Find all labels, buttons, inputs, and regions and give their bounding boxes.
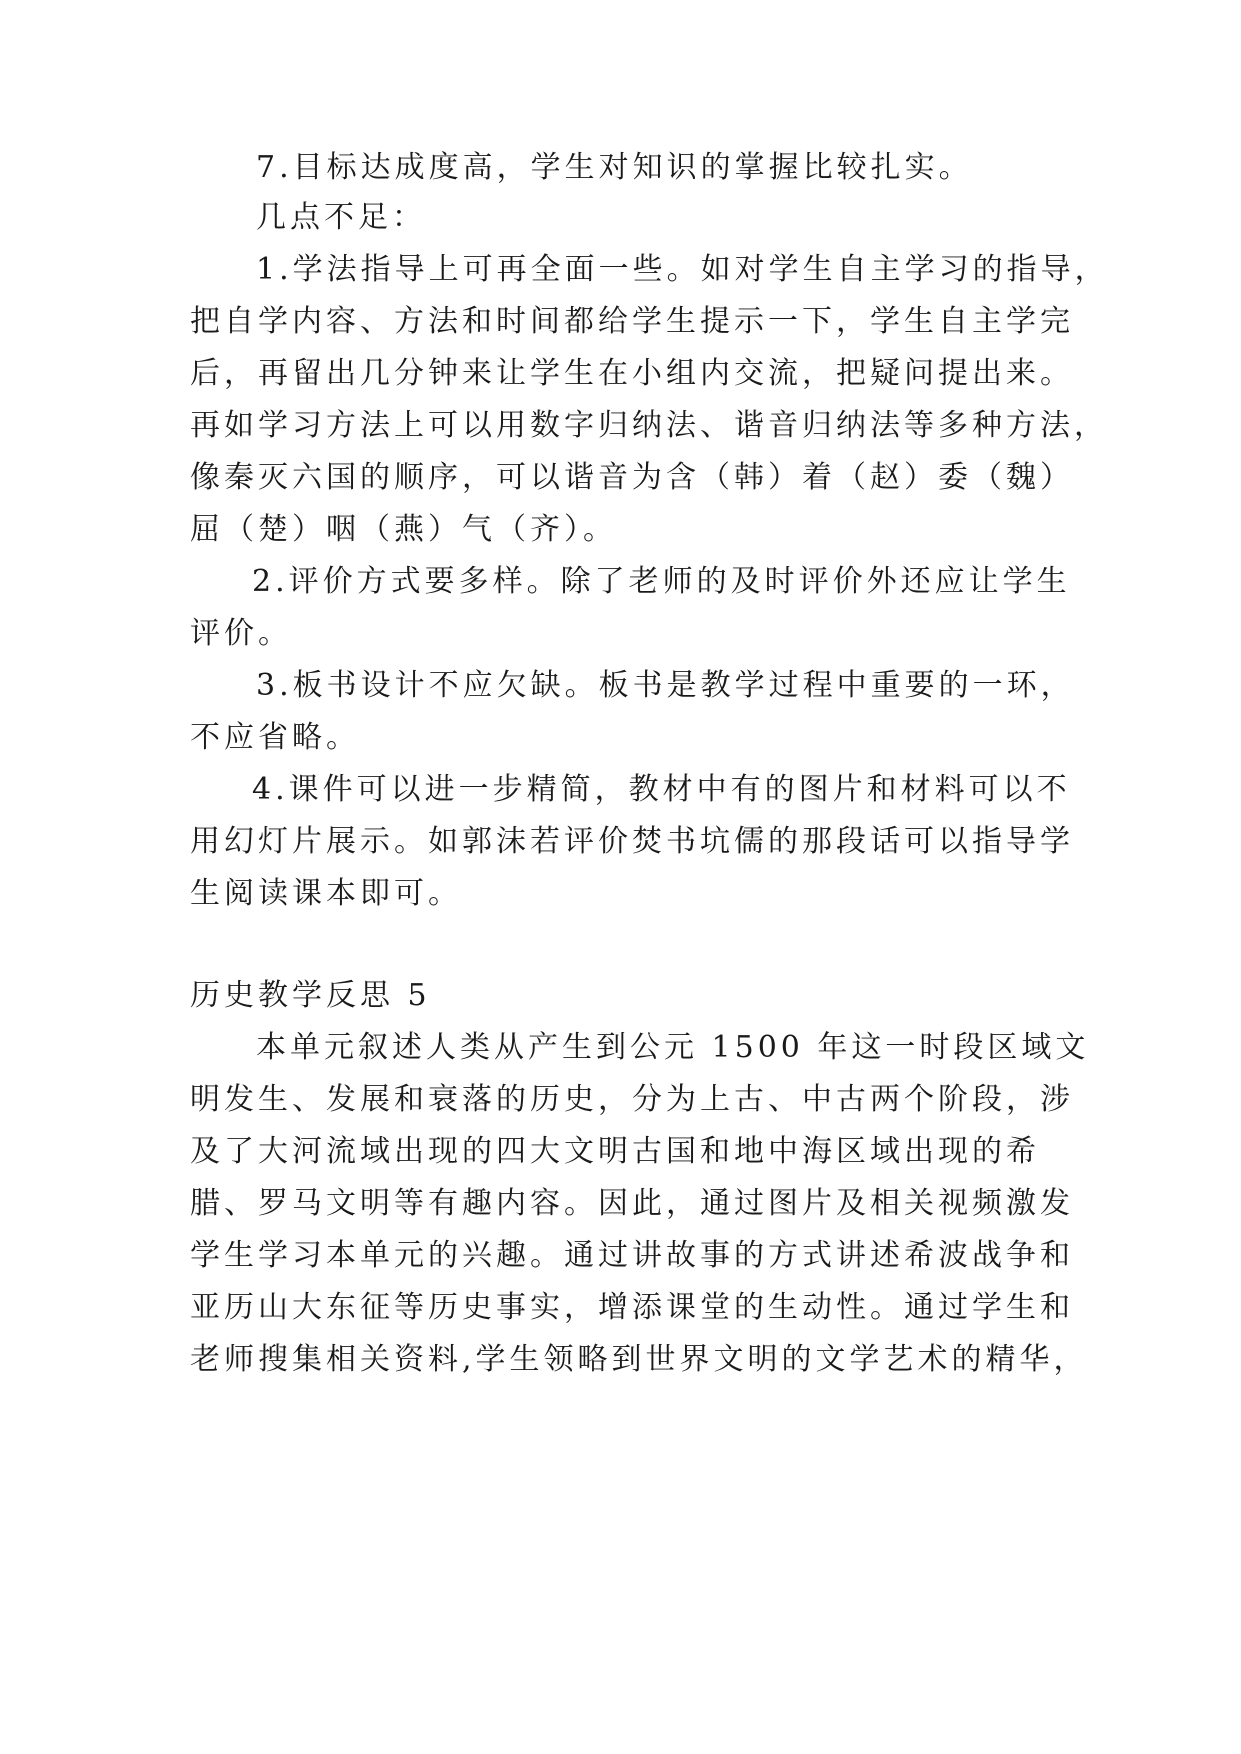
text-line: 本单元叙述人类从产生到公元 1500 年这一时段区域文 [256,1030,1090,1065]
text-line: 腊、罗马文明等有趣内容。因此，通过图片及相关视频激发 [190,1186,1074,1221]
text-line: 把自学内容、方法和时间都给学生提示一下，学生自主学完 [190,304,1074,339]
text-line: 不应省略。 [190,720,360,755]
text-line: 再如学习方法上可以用数字归纳法、谐音归纳法等多种方法， [190,408,1108,443]
text-line: 像秦灭六国的顺序，可以谐音为含（韩）着（赵）委（魏） [190,460,1074,495]
text-line: 用幻灯片展示。如郭沫若评价焚书坑儒的那段话可以指导学 [190,824,1074,859]
section-title: 历史教学反思 5 [190,978,431,1013]
text-line: 后，再留出几分钟来让学生在小组内交流，把疑问提出来。 [190,356,1074,391]
text-line: 评价。 [190,616,292,651]
text-line: 及了大河流域出现的四大文明古国和地中海区域出现的希 [190,1134,1040,1169]
text-line: 明发生、发展和衰落的历史，分为上古、中古两个阶段，涉 [190,1082,1074,1117]
text-line: 屈（楚）咽（燕）气（齐）。 [190,512,617,547]
text-line: 1.学法指导上可再全面一些。如对学生自主学习的指导， [256,252,1109,287]
section-heading: 几点不足： [256,200,426,235]
text-line: 老师搜集相关资料,学生领略到世界文明的文学艺术的精华， [190,1342,1088,1377]
text-line: 学生学习本单元的兴趣。通过讲故事的方式讲述希波战争和 [190,1238,1074,1273]
text-line: 2.评价方式要多样。除了老师的及时评价外还应让学生 [252,564,1071,599]
text-line: 生阅读课本即可。 [190,876,462,911]
text-line: 3.板书设计不应欠缺。板书是教学过程中重要的一环， [256,668,1075,703]
text-line: 4.课件可以进一步精简，教材中有的图片和材料可以不 [252,772,1071,807]
text-line: 7.目标达成度高，学生对知识的掌握比较扎实。 [256,150,973,185]
text-line: 亚历山大东征等历史事实，增添课堂的生动性。通过学生和 [190,1290,1074,1325]
